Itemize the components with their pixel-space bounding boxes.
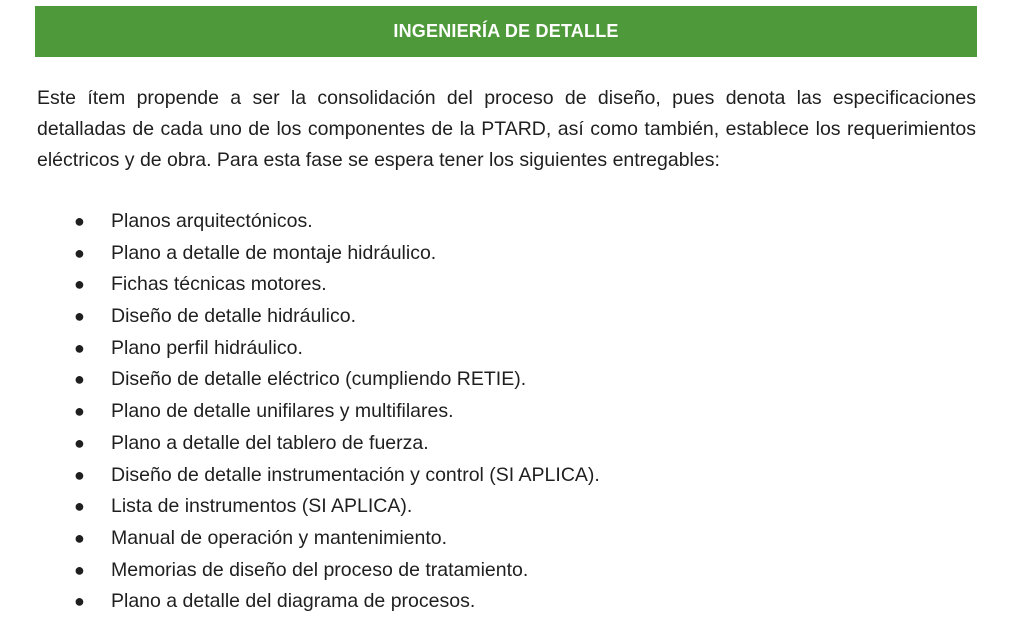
list-item-text: Lista de instrumentos (SI APLICA).: [111, 495, 413, 518]
list-item: [0, 586, 1024, 618]
bullet-icon: ●: [74, 369, 85, 390]
list-item: [0, 523, 1024, 555]
list-item: [0, 396, 1024, 428]
list-item: [0, 301, 1024, 333]
list-item-text: Diseño de detalle eléctrico (cumpliendo RETIE).: [111, 368, 527, 391]
bullet-icon: ●: [74, 242, 85, 263]
list-item-text: Plano a detalle del tablero de fuerza.: [111, 431, 429, 454]
list-item: [0, 364, 1024, 396]
bullet-icon: ●: [74, 337, 85, 358]
list-item-text: Fichas técnicas motores.: [111, 273, 327, 296]
bullet-icon: ●: [74, 559, 85, 580]
list-item: [0, 333, 1024, 365]
bullet-icon: ●: [74, 274, 85, 295]
list-item: [0, 238, 1024, 270]
bullet-icon: ●: [74, 591, 85, 612]
list-item-text: Planos arquitectónicos.: [111, 210, 313, 232]
list-item-text: Plano a detalle de montaje hidráulico.: [111, 241, 437, 264]
list-item-text: Plano de detalle unifilares y multifilares.: [111, 400, 454, 423]
list-item: [0, 555, 1024, 587]
bullet-icon: ●: [74, 432, 85, 453]
bullet-icon: ●: [74, 401, 85, 422]
list-item: [0, 491, 1024, 523]
list-item-text: Memorias de diseño del proceso de tratamiento.: [111, 558, 529, 581]
deliverables-list: [0, 206, 1024, 618]
section-header: [35, 6, 977, 57]
bullet-icon: ●: [74, 464, 85, 485]
bullet-icon: ●: [74, 306, 85, 327]
bullet-icon: ●: [74, 496, 85, 517]
list-item-text: Diseño de detalle hidráulico.: [111, 305, 356, 328]
list-item-text: Plano perfil hidráulico.: [111, 336, 303, 359]
list-item-text: Manual de operación y mantenimiento.: [111, 526, 448, 549]
list-item: [0, 460, 1024, 492]
section-title: INGENIERÍA DE DETALLE: [393, 21, 619, 41]
bullet-icon: ●: [74, 527, 85, 548]
list-item-text: Plano a detalle del diagrama de procesos.: [111, 590, 476, 613]
list-item: [0, 269, 1024, 301]
bullet-icon: ●: [74, 211, 85, 231]
list-item-text: Diseño de detalle instrumentación y control (SI APLICA).: [111, 463, 600, 486]
list-item: [0, 206, 1024, 238]
list-item: [0, 428, 1024, 460]
intro-paragraph: Este ítem propende a ser la consolidación del proceso de diseño, pues denota las especificaciones detalladas de cada uno de los componentes de la PTARD, así como también, establece los requerimientos eléctricos y de obra. Para esta fase se espera tener los siguientes entregables:: [37, 87, 976, 171]
